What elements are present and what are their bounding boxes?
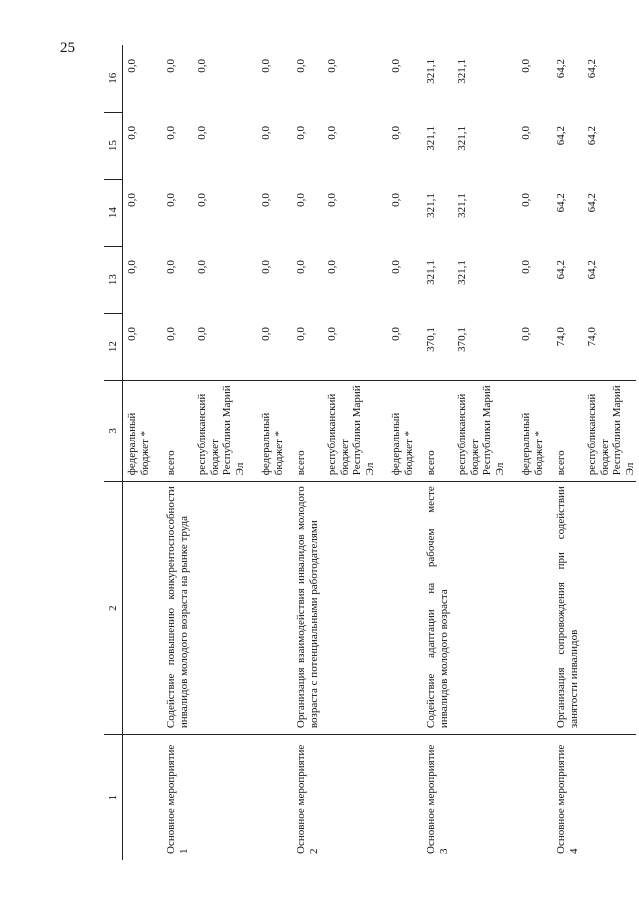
- value-cell-col-13: 0,0: [520, 260, 532, 274]
- event-description-cell: [450, 482, 506, 735]
- funding-source-cell: федеральный бюджет *: [123, 380, 152, 482]
- value-cell-col-15: 0,0: [260, 126, 272, 140]
- header-row: [104, 45, 123, 860]
- value-cell-col-16: 321,1: [425, 59, 437, 84]
- event-name-cell: Основное мероприятие 2: [295, 744, 320, 854]
- value-cell-col-12: 0,0: [246, 313, 285, 380]
- funding-source-cell: всего: [151, 380, 190, 482]
- value-cell-col-12: 0,0: [506, 313, 545, 380]
- header-col-14: 14: [104, 179, 123, 246]
- value-cell-col-16: 64,2: [555, 59, 567, 79]
- table-row: [545, 45, 580, 860]
- table-row: [151, 45, 190, 860]
- table-body: [123, 45, 637, 860]
- funding-source-cell: федеральный бюджет *: [246, 380, 285, 482]
- table-row: [320, 45, 376, 860]
- value-cell-col-14: 0,0: [165, 193, 177, 207]
- value-cell-col-16: 0,0: [260, 59, 272, 73]
- value-cell-col-14: 0,0: [520, 193, 532, 207]
- event-description-cell: Содействие адаптации на рабочем месте инвалидов молодого возраста: [415, 482, 450, 735]
- event-name-cell: [376, 735, 415, 860]
- value-cell-col-13: 0,0: [260, 260, 272, 274]
- value-cell-col-12: 370,1: [415, 313, 450, 380]
- value-cell-col-13: 0,0: [126, 260, 138, 274]
- event-name-cell: Основное мероприятие 1: [165, 744, 190, 854]
- header-col-13: 13: [104, 246, 123, 313]
- value-cell-col-13: 0,0: [326, 260, 338, 274]
- event-description-cell: [506, 482, 545, 735]
- value-cell-col-14: 0,0: [326, 193, 338, 207]
- event-name-cell: [450, 735, 506, 860]
- value-cell-col-13: 0,0: [165, 260, 177, 274]
- value-cell-col-16: 0,0: [326, 59, 338, 73]
- table-row: [190, 45, 246, 860]
- value-cell-col-15: 321,1: [456, 126, 468, 151]
- header-col-2: 2: [104, 482, 123, 735]
- value-cell-col-14: 64,2: [586, 193, 598, 213]
- value-cell-col-16: 321,1: [456, 59, 468, 84]
- value-cell-col-16: 0,0: [295, 59, 307, 73]
- header-col-3: 3: [104, 380, 123, 482]
- event-description-cell: [190, 482, 246, 735]
- value-cell-col-14: 0,0: [260, 193, 272, 207]
- value-cell-col-12: 0,0: [320, 313, 376, 380]
- value-cell-col-12: 370,1: [450, 313, 506, 380]
- value-cell-col-16: 0,0: [390, 59, 402, 73]
- table-row: [580, 45, 636, 860]
- event-name-cell: Основное мероприятие 4: [555, 744, 580, 854]
- table-row: [285, 45, 320, 860]
- page-number: 25: [60, 40, 75, 56]
- event-name-cell: [123, 735, 152, 860]
- event-description-cell: Организация сопровождения при содействии занятости инвалидов: [545, 482, 580, 735]
- value-cell-col-15: 64,2: [555, 126, 567, 146]
- value-cell-col-12: 0,0: [123, 313, 152, 380]
- value-cell-col-15: 321,1: [425, 126, 437, 151]
- event-name-cell: [320, 735, 376, 860]
- value-cell-col-16: 0,0: [196, 59, 208, 73]
- event-description-cell: [580, 482, 636, 735]
- table-row: [450, 45, 506, 860]
- table-row: [415, 45, 450, 860]
- value-cell-col-14: 321,1: [456, 193, 468, 218]
- event-name-cell: [190, 735, 246, 860]
- funding-source-cell: всего: [545, 380, 580, 482]
- funding-source-cell: всего: [285, 380, 320, 482]
- value-cell-col-14: 0,0: [390, 193, 402, 207]
- value-cell-col-13: 0,0: [390, 260, 402, 274]
- value-cell-col-15: 64,2: [586, 126, 598, 146]
- event-description-cell: Организация взаимодействия инвалидов молодого возраста с потенциальными работодателями: [285, 482, 320, 735]
- value-cell-col-13: 64,2: [555, 260, 567, 280]
- table-row: [246, 45, 285, 860]
- header-col-1: 1: [104, 735, 123, 860]
- value-cell-col-15: 0,0: [196, 126, 208, 140]
- value-cell-col-16: 0,0: [520, 59, 532, 73]
- event-description-cell: [246, 482, 285, 735]
- funding-source-cell: федеральный бюджет *: [506, 380, 545, 482]
- event-description-cell: [123, 482, 152, 735]
- value-cell-col-13: 321,1: [425, 260, 437, 285]
- value-cell-col-13: 0,0: [295, 260, 307, 274]
- event-description-cell: [376, 482, 415, 735]
- funding-source-cell: республиканский бюджет Республики Марий Эл: [580, 380, 636, 482]
- value-cell-col-14: 321,1: [425, 193, 437, 218]
- header-col-16: 16: [104, 45, 123, 112]
- value-cell-col-12: 0,0: [151, 313, 190, 380]
- event-name-cell: [246, 735, 285, 860]
- event-name-cell: Основное мероприятие 3: [425, 744, 450, 854]
- funding-source-cell: республиканский бюджет Республики Марий Эл: [450, 380, 506, 482]
- value-cell-col-13: 0,0: [196, 260, 208, 274]
- value-cell-col-14: 0,0: [295, 193, 307, 207]
- value-cell-col-15: 0,0: [520, 126, 532, 140]
- funding-source-cell: республиканский бюджет Республики Марий Эл: [190, 380, 246, 482]
- value-cell-col-16: 0,0: [165, 59, 177, 73]
- value-cell-col-16: 64,2: [586, 59, 598, 79]
- value-cell-col-14: 0,0: [196, 193, 208, 207]
- funding-source-cell: республиканский бюджет Республики Марий Эл: [320, 380, 376, 482]
- rotated-table-container: [104, 45, 636, 860]
- value-cell-col-15: 0,0: [295, 126, 307, 140]
- event-name-cell: [506, 735, 545, 860]
- table-row: [376, 45, 415, 860]
- value-cell-col-13: 321,1: [456, 260, 468, 285]
- event-description-cell: [320, 482, 376, 735]
- funding-source-cell: всего: [415, 380, 450, 482]
- value-cell-col-16: 0,0: [126, 59, 138, 73]
- value-cell-col-15: 0,0: [390, 126, 402, 140]
- value-cell-col-14: 0,0: [126, 193, 138, 207]
- event-description-cell: Содействие повышению конкурентоспособности инвалидов молодого возраста на рынке труда: [151, 482, 190, 735]
- header-col-15: 15: [104, 112, 123, 179]
- value-cell-col-15: 0,0: [326, 126, 338, 140]
- value-cell-col-14: 64,2: [555, 193, 567, 213]
- table-row: [506, 45, 545, 860]
- budget-table: [104, 45, 636, 860]
- header-col-12: 12: [104, 313, 123, 380]
- value-cell-col-13: 64,2: [586, 260, 598, 280]
- table-row: [123, 45, 152, 860]
- value-cell-col-12: 74,0: [545, 313, 580, 380]
- funding-source-cell: федеральный бюджет *: [376, 380, 415, 482]
- value-cell-col-15: 0,0: [126, 126, 138, 140]
- value-cell-col-12: 0,0: [190, 313, 246, 380]
- value-cell-col-12: 74,0: [580, 313, 636, 380]
- event-name-cell: [580, 735, 636, 860]
- value-cell-col-12: 0,0: [285, 313, 320, 380]
- value-cell-col-15: 0,0: [165, 126, 177, 140]
- value-cell-col-12: 0,0: [376, 313, 415, 380]
